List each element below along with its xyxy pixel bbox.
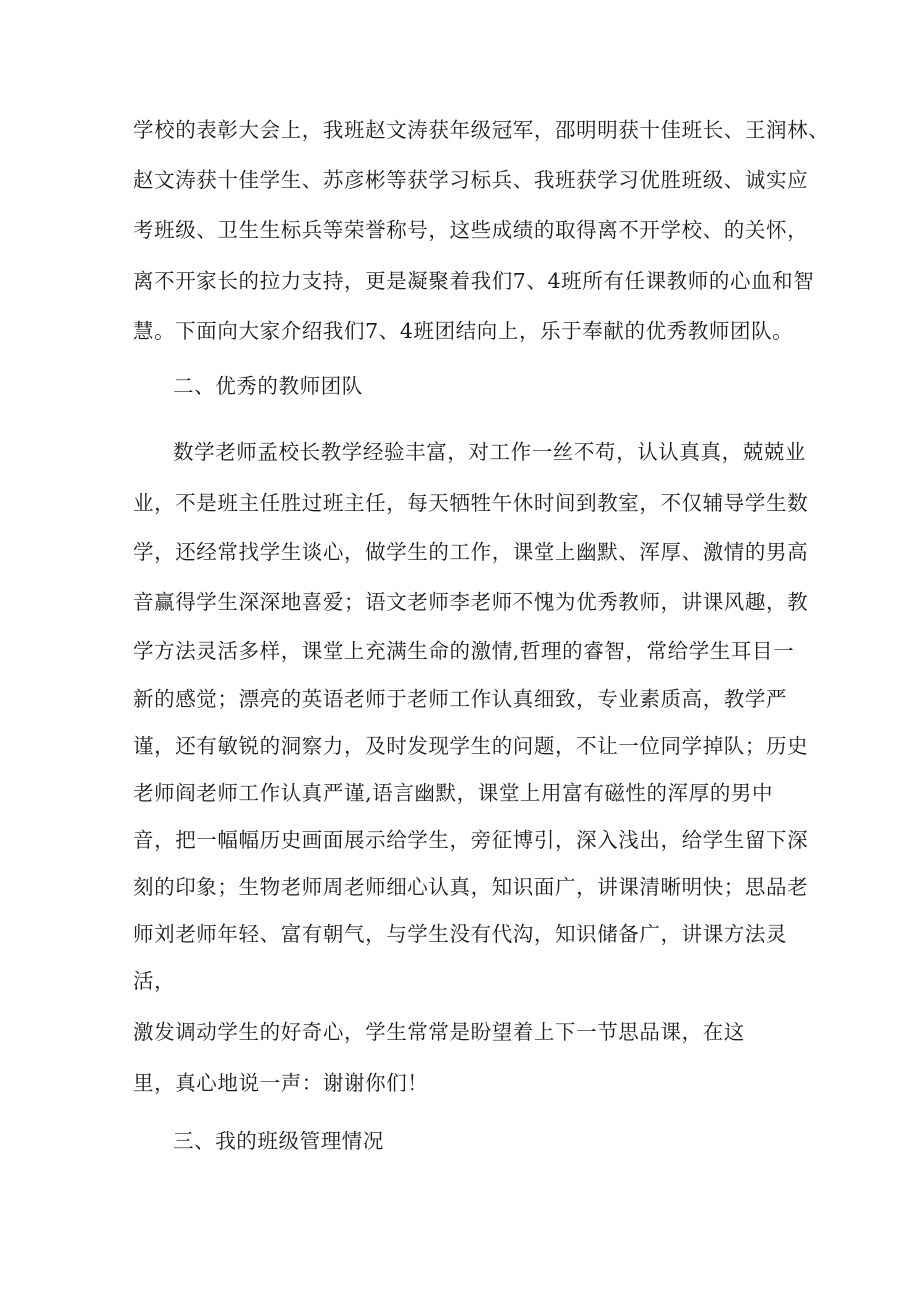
- paragraph-2-line-9: 音，把一幅幅历史画面展示给学生，旁征博引，深入浅出，给学生留下深: [133, 828, 809, 852]
- paragraph-2-line-6: 新的感觉；漂亮的英语老师于老师工作认真细致，专业素质高，教学严: [133, 687, 788, 711]
- paragraph-1-line-2: 赵文涛获十佳学生、苏彦彬等获学习标兵、我班获学习优胜班级、诚实应: [133, 168, 809, 192]
- paragraph-2-line-7: 谨，还有敏锐的洞察力，及时发现学生的问题，不让一位同学掉队；历史: [133, 734, 809, 758]
- section-heading-3: 三、我的班级管理情况: [173, 1129, 384, 1153]
- paragraph-2-line-4: 音赢得学生深深地喜爱；语文老师李老师不愧为优秀教师，讲课风趣，教: [133, 590, 809, 614]
- paragraph-1-line-5: 慧。下面向大家介绍我们7、4班团结向上，乐于奉献的优秀教师团队。: [133, 319, 794, 343]
- paragraph-1-line-4: 离不开家长的拉力支持，更是凝聚着我们7、4班所有任课教师的心血和智: [133, 269, 815, 293]
- paragraph-2-line-3: 学，还经常找学生谈心，做学生的工作，课堂上幽默、浑厚、激情的男高: [133, 540, 809, 564]
- section-heading-2: 二、优秀的教师团队: [173, 374, 363, 398]
- paragraph-2-line-5: 学方法灵活多样，课堂上充满生命的激情,哲理的睿智，常给学生耳目一: [133, 639, 795, 663]
- paragraph-2-line-2: 业，不是班主任胜过班主任，每天牺牲午休时间到教室，不仅辅导学生数: [133, 491, 809, 515]
- paragraph-1-line-1: 学校的表彰大会上，我班赵文涛获年级冠军，邵明明获十佳班长、王润林、: [133, 118, 830, 142]
- paragraph-2-line-14: 里，真心地说一声：谢谢你们！: [133, 1071, 429, 1095]
- paragraph-2-line-12: 活，: [133, 969, 176, 993]
- paragraph-2-line-13: 激发调动学生的好奇心，学生常常是盼望着上下一节思品课，在这: [133, 1020, 745, 1044]
- paragraph-2-line-11: 师刘老师年轻、富有朝气，与学生没有代沟，知识储备广，讲课方法灵: [133, 922, 788, 946]
- paragraph-2-line-10: 刻的印象；生物老师周老师细心认真，知识面广，讲课清晰明快；思品老: [133, 875, 809, 899]
- paragraph-1-line-3: 考班级、卫生生标兵等荣誉称号，这些成绩的取得离不开学校、的关怀，: [133, 218, 809, 242]
- paragraph-2-line-8: 老师阎老师工作认真严谨,语言幽默，课堂上用富有磁性的浑厚的男中: [133, 781, 774, 805]
- paragraph-2-line-1: 数学老师孟校长教学经验丰富，对工作一丝不苟，认认真真，兢兢业: [173, 440, 806, 464]
